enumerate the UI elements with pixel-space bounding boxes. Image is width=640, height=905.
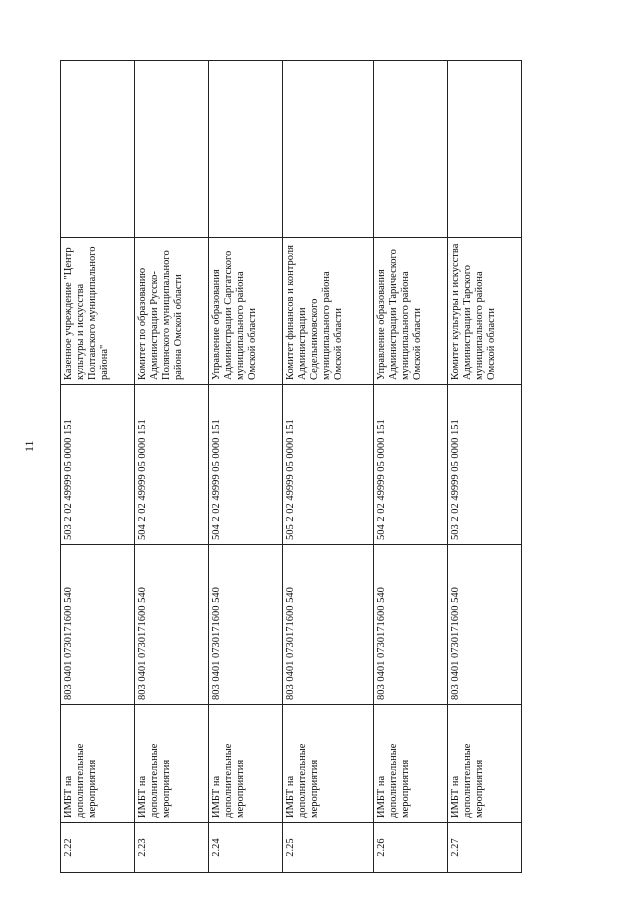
table-row <box>283 61 374 873</box>
row-number: 2.27 <box>447 823 521 873</box>
row-budget-code: 803 0401 0730171600 540 <box>283 545 374 705</box>
table-row <box>447 61 521 873</box>
row-name: ИМБТ на дополнительные мероприятия <box>283 705 374 823</box>
row-recipient: Комитет культуры и искусства Администрации Тарского муниципального района Омской области <box>447 238 521 385</box>
row-income-code: 504 2 02 49999 05 0000 151 <box>135 385 209 545</box>
table-row <box>209 61 283 873</box>
row-budget-code: 803 0401 0730171600 540 <box>61 545 135 705</box>
table-row <box>135 61 209 873</box>
row-income-code: 504 2 02 49999 05 0000 151 <box>209 385 283 545</box>
row-budget-code: 803 0401 0730171600 540 <box>447 545 521 705</box>
row-name: ИМБТ на дополнительные мероприятия <box>373 705 447 823</box>
row-name: ИМБТ на дополнительные мероприятия <box>209 705 283 823</box>
row-name: ИМБТ на дополнительные мероприятия <box>61 705 135 823</box>
transfers-table <box>60 60 522 873</box>
row-number: 2.26 <box>373 823 447 873</box>
row-number: 2.22 <box>61 823 135 873</box>
row-name: ИМБТ на дополнительные мероприятия <box>447 705 521 823</box>
page-number: 11 <box>22 440 36 452</box>
row-empty-cell <box>373 61 447 238</box>
table-row <box>61 61 135 873</box>
row-number: 2.23 <box>135 823 209 873</box>
row-income-code: 505 2 02 49999 05 0000 151 <box>283 385 374 545</box>
row-number: 2.25 <box>283 823 374 873</box>
row-recipient: Казенное учреждение "Центр культуры и искусства Полтавского муниципального района" <box>61 238 135 385</box>
rotated-table-container <box>60 61 522 873</box>
row-recipient: Комитет по образованию Администрации Русско-Полянского муниципального района Омской области <box>135 238 209 385</box>
row-budget-code: 803 0401 0730171600 540 <box>373 545 447 705</box>
row-name: ИМБТ на дополнительные мероприятия <box>135 705 209 823</box>
row-empty-cell <box>283 61 374 238</box>
row-empty-cell <box>135 61 209 238</box>
table-row <box>373 61 447 873</box>
row-income-code: 503 2 02 49999 05 0000 151 <box>61 385 135 545</box>
row-empty-cell <box>447 61 521 238</box>
row-recipient: Управление образования Администрации Саргатского муниципального района Омской области <box>209 238 283 385</box>
row-budget-code: 803 0401 0730171600 540 <box>209 545 283 705</box>
row-number: 2.24 <box>209 823 283 873</box>
row-income-code: 503 2 02 49999 05 0000 151 <box>447 385 521 545</box>
row-empty-cell <box>209 61 283 238</box>
row-empty-cell <box>61 61 135 238</box>
row-income-code: 504 2 02 49999 05 0000 151 <box>373 385 447 545</box>
row-budget-code: 803 0401 0730171600 540 <box>135 545 209 705</box>
row-recipient: Управление образования Администрации Тарического муниципального района Омской области <box>373 238 447 385</box>
row-recipient: Комитет финансов и контроля Администрации Седельниковского муниципального района Омской области <box>283 238 374 385</box>
